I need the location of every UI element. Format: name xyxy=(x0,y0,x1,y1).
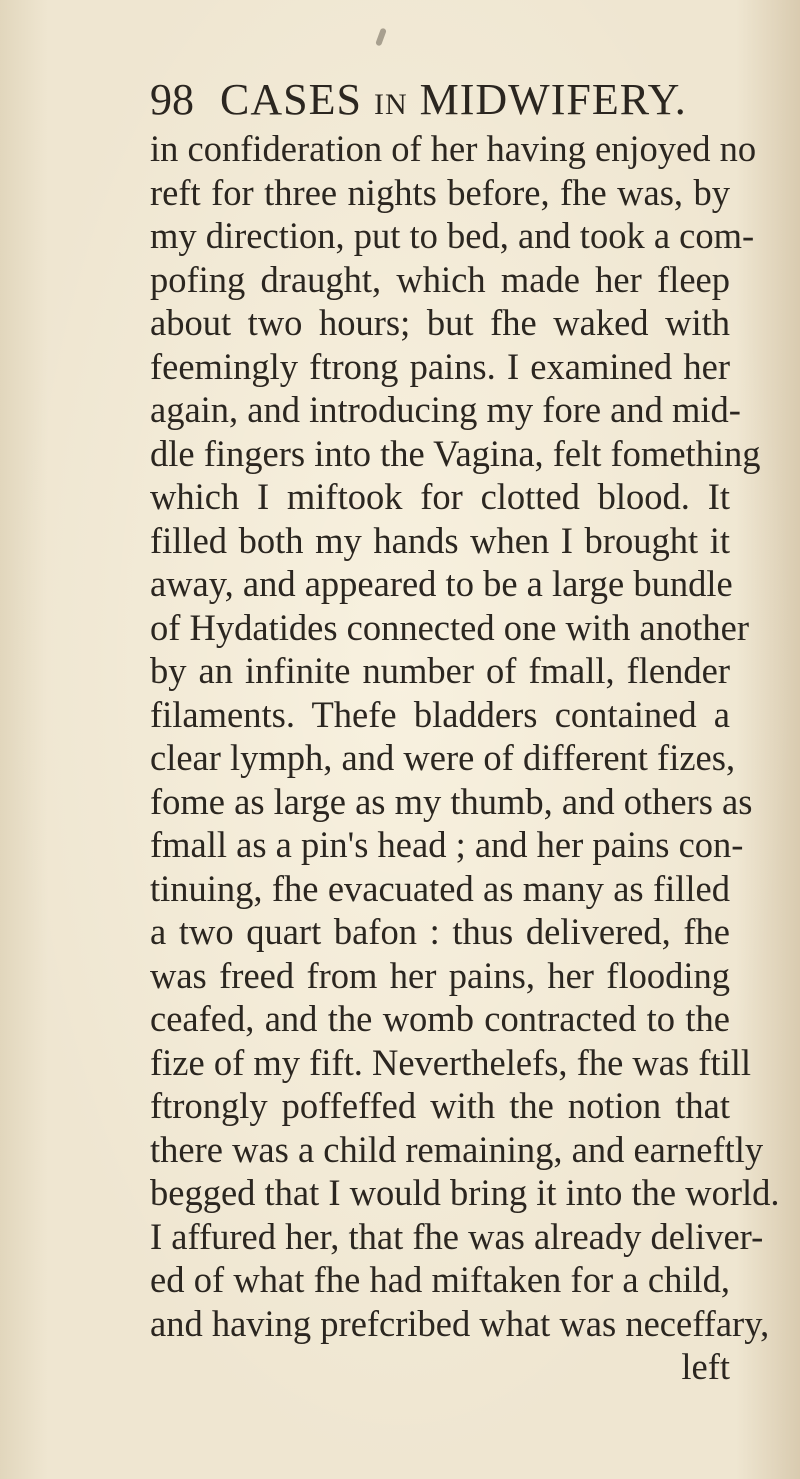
page-header xyxy=(150,70,750,130)
text-line: about two hours; but fhe waked with xyxy=(150,302,730,343)
text-line: was freed from her pains, her flooding xyxy=(150,954,730,996)
text-line: which I miftook for clotted blood. It xyxy=(150,476,730,517)
catchword: left xyxy=(681,1346,730,1387)
text-line: reft for three nights before, fhe was, by xyxy=(150,171,730,213)
text-line: feemingly ftrong pains. I examined her xyxy=(150,345,730,387)
text-line: fome as large as my thumb, and others as xyxy=(150,780,753,822)
running-head-word-2: IN xyxy=(373,88,408,121)
text-line: ftrongly poffeffed with the notion that xyxy=(150,1085,730,1126)
text-line: there was a child remaining, and earneftly xyxy=(150,1128,764,1170)
text-line: by an infinite number of fmall, flender xyxy=(150,650,730,691)
text-line: tinuing, fhe evacuated as many as filled xyxy=(150,867,730,909)
text-line: fmall as a pin's head ; and her pains con- xyxy=(150,824,744,865)
text-line: in confideration of her having enjoyed no xyxy=(150,128,757,169)
text-line: pofing draught, which made her fleep xyxy=(150,258,730,300)
ink-mark xyxy=(375,28,387,47)
text-line: ed of what fhe had miftaken for a child, xyxy=(150,1259,730,1300)
text-line: a two quart bafon : thus delivered, fhe xyxy=(150,911,730,952)
text-line: filaments. Thefe bladders contained a xyxy=(150,693,730,735)
text-line: of Hydatides connected one with another xyxy=(150,606,750,648)
text-line: again, and introducing my fore and mid- xyxy=(150,389,741,430)
running-head xyxy=(220,75,687,124)
running-head-word-3: MIDWIFERY. xyxy=(419,75,687,124)
page-number: 98 xyxy=(150,75,194,124)
text-line: clear lymph, and were of different fizes, xyxy=(150,737,736,778)
running-head-word-1: CASES xyxy=(220,75,362,124)
text-line: ceafed, and the womb contracted to the xyxy=(150,998,730,1039)
text-line: and having prefcribed what was neceffary, xyxy=(150,1302,770,1344)
body-text xyxy=(150,127,780,1389)
text-line: begged that I would bring it into the world. xyxy=(150,1172,780,1213)
text-line: I affured her, that fhe was already deliver- xyxy=(150,1215,764,1257)
text-line: fize of my fift. Neverthelefs, fhe was ftill xyxy=(150,1041,752,1083)
text-line: filled both my hands when I brought it xyxy=(150,519,730,561)
text-line: away, and appeared to be a large bundle xyxy=(150,563,733,604)
text-line: my direction, put to bed, and took a com- xyxy=(150,215,755,256)
text-line: dle fingers into the Vagina, felt fomething xyxy=(150,432,761,474)
